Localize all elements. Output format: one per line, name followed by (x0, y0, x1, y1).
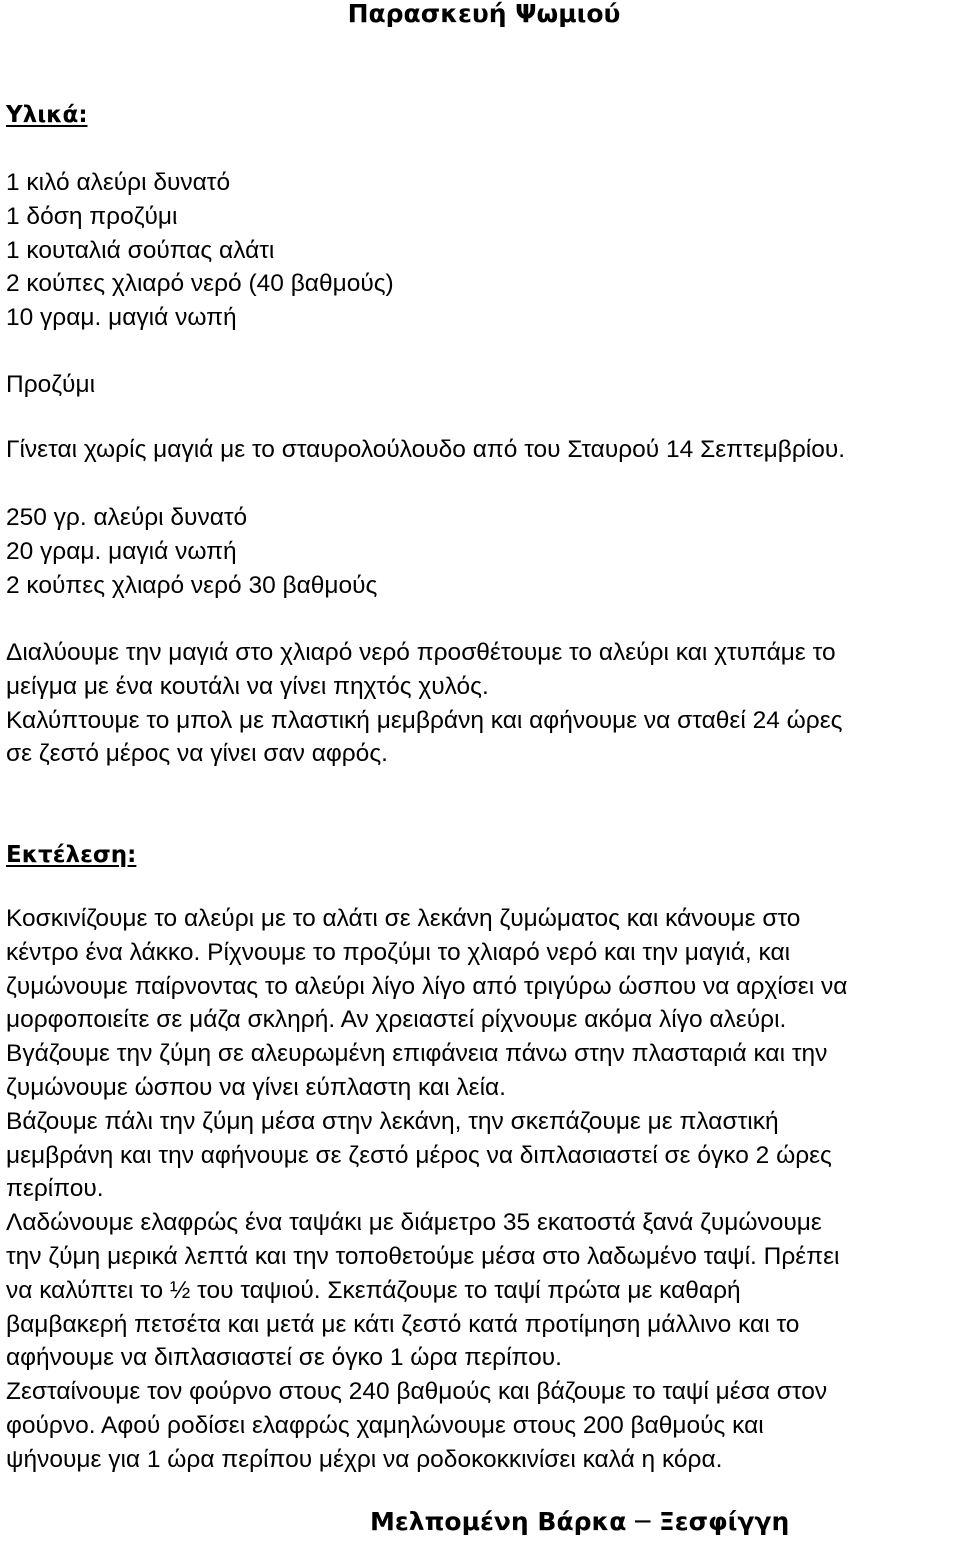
ingredient-item: 1 κουταλιά σούπας αλάτι (6, 236, 275, 264)
execution-line: να καλύπτει το ½ του ταψιού. Σκεπάζουμε το ταψί πρώτα με καθαρή (6, 1276, 741, 1304)
execution-line: κέντρο ένα λάκκο. Ρίχνουμε το προζύμι το χλιαρό νερό και την μαγιά, και (6, 938, 791, 966)
sourdough-method-line: σε ζεστό μέρος να γίνει σαν αφρός. (6, 740, 388, 768)
execution-line: βαμβακερή πετσέτα και μετά με κάτι ζεστό κατά προτίμηση μάλλινο και το (6, 1310, 800, 1338)
execution-line: Βάζουμε πάλι την ζύμη μέσα στην λεκάνη, την σκεπάζουμε με πλαστική (6, 1107, 779, 1135)
document-title: Παρασκευή Ψωμιού (347, 0, 621, 28)
execution-text (6, 902, 954, 1477)
execution-line: την ζύμη μερικά λεπτά και την τοποθετούμε μέσα στο λαδωμένο ταψί. Πρέπει (6, 1242, 840, 1270)
execution-line: Ζεσταίνουμε τον φούρνο στους 240 βαθμούς και βάζουμε το ταψί μέσα στον (6, 1378, 828, 1406)
execution-line: μορφοποιείτε σε μάζα σκληρή. Αν χρειαστεί ρίχνουμε ακόμα λίγο αλεύρι. (6, 1006, 787, 1034)
sourdough-ingredient-item: 250 γρ. αλεύρι δυνατό (6, 504, 248, 531)
author-signature: Μελπομένη Βάρκα ─ Ξεσφίγγη (370, 1507, 790, 1536)
execution-line: μεμβράνη και την αφήνουμε σε ζεστό μέρος να διπλασιαστεί σε όγκο 2 ώρες (6, 1141, 832, 1169)
sourdough-method-line: Καλύπτουμε το μπολ με πλαστική μεμβράνη και αφήνουμε να σταθεί 24 ώρες (6, 706, 843, 734)
ingredient-item: 1 κιλό αλεύρι δυνατό (6, 169, 231, 196)
sourdough-ingredients-list (6, 501, 954, 602)
execution-heading: Εκτέλεση: (6, 842, 137, 868)
execution-line: περίπου. (6, 1175, 104, 1203)
execution-line: ζυμώνουμε παίρνοντας το αλεύρι λίγο λίγο από τριγύρω ώσπου να αρχίσει να (6, 972, 848, 1000)
execution-line: φούρνο. Αφού ροδίσει ελαφρώς χαμηλώνουμε στους 200 βαθμούς και (6, 1411, 764, 1439)
sourdough-intro-block (6, 433, 954, 467)
execution-line: Λαδώνουμε ελαφρώς ένα ταψάκι με διάμετρο 35 εκατοστά ξανά ζυμώνουμε (6, 1209, 822, 1237)
sourdough-heading-block (6, 368, 954, 402)
ingredient-item: 2 κούπες χλιαρό νερό (40 βαθμούς) (6, 270, 394, 298)
sourdough-ingredient-item: 20 γραμ. μαγιά νωπή (6, 537, 237, 565)
sourdough-method (6, 636, 954, 771)
execution-line: Κοσκινίζουμε το αλεύρι με το αλάτι σε λεκάνη ζυμώματος και κάνουμε στο (6, 905, 801, 932)
sourdough-ingredient-item: 2 κούπες χλιαρό νερό 30 βαθμούς (6, 571, 378, 599)
execution-line: Βγάζουμε την ζύμη σε αλευρωμένη επιφάνεια πάνω στην πλασταριά και την (6, 1040, 828, 1068)
sourdough-method-line: μείγμα με ένα κουτάλι να γίνει πηχτός χυλός. (6, 672, 489, 700)
execution-line: αφήνουμε να διπλασιαστεί σε όγκο 1 ώρα περίπου. (6, 1344, 562, 1372)
execution-line: ψήνουμε για 1 ώρα περίπου μέχρι να ροδοκοκκινίσει καλά η κόρα. (6, 1445, 723, 1473)
sourdough-heading: Προζύμι (6, 371, 96, 398)
ingredients-list (6, 166, 954, 335)
ingredient-item: 1 δόση προζύμι (6, 202, 178, 230)
sourdough-method-line: Διαλύουμε την μαγιά στο χλιαρό νερό προσθέτουμε το αλεύρι και χτυπάμε το (6, 639, 836, 666)
ingredients-heading: Υλικά: (6, 102, 88, 128)
ingredient-item: 10 γραμ. μαγιά νωπή (6, 304, 237, 332)
execution-line: ζυμώνουμε ώσπου να γίνει εύπλαστη και λεία. (6, 1073, 506, 1101)
sourdough-intro: Γίνεται χωρίς μαγιά με το σταυρολούλουδο από του Σταυρού 14 Σεπτεμβρίου. (6, 436, 846, 463)
